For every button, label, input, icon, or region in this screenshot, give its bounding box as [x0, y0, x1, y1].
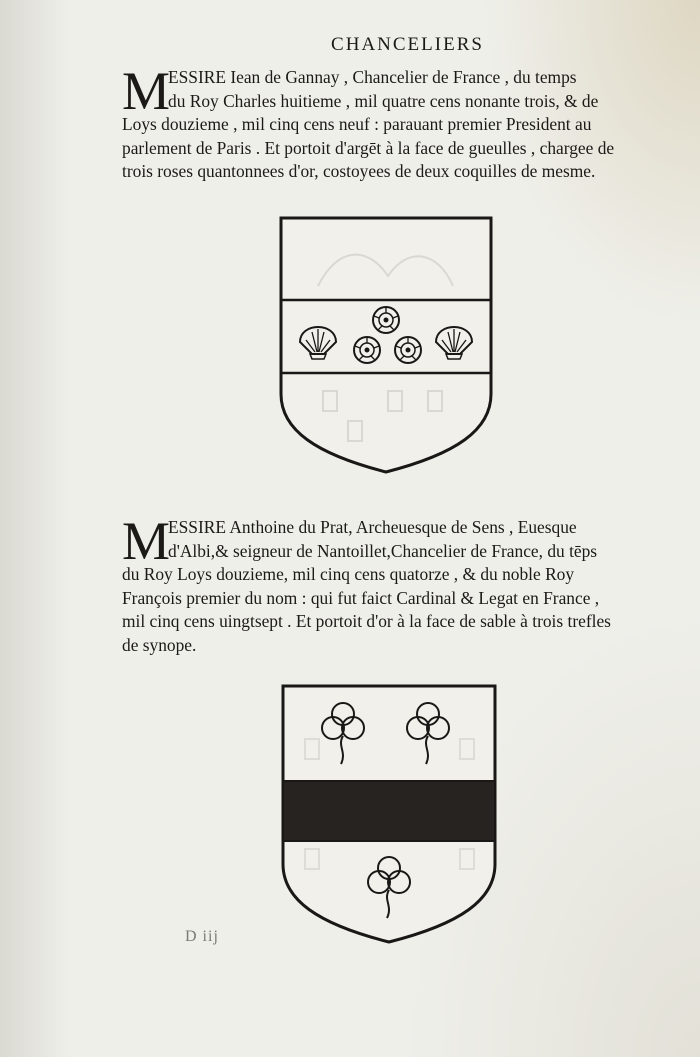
page-gutter-shadow [0, 0, 70, 1057]
entry-line: ESSIRE Iean de Gannay , Chancelier de France , du temps [168, 67, 577, 87]
entry-du-prat [122, 511, 655, 658]
entry-line: mil cinq cens uingtsept . Et portoit d'or à la face de sable à trois trefles [122, 611, 611, 632]
entry-line: ESSIRE Anthoine du Prat, Archeuesque de Sens , Euesque [168, 517, 577, 537]
entry-line: trois roses quantonnees d'or, costoyees de deux coquilles de mesme. [122, 161, 596, 182]
entry-line: d'Albi,& seigneur de Nantoillet,Chancelier de France, du tēps [168, 540, 598, 561]
entry-line: du Roy Charles huitieme , mil quatre cens nonante trois, & de [168, 90, 599, 111]
signature-mark: D iij [185, 928, 219, 945]
coat-of-arms-du-prat [280, 684, 498, 946]
running-head: CHANCELIERS [331, 34, 484, 55]
entry-line: Loys douzieme , mil cinq cens neuf : parauant premier President au [122, 114, 592, 135]
fess-sable [283, 781, 495, 841]
entry-line: de synope. [122, 634, 197, 655]
entry-line: François premier du nom : qui fut faict Cardinal & Legat en France , [122, 587, 600, 608]
entry-gannay [122, 61, 655, 184]
entry-line: du Roy Loys douzieme, mil cinq cens quatorze , & du noble Roy [122, 564, 575, 585]
coat-of-arms-gannay [278, 216, 494, 476]
drop-cap: M [122, 61, 171, 121]
entry-line: parlement de Paris . Et portoit d'argēt à la face de gueulles , chargee de [122, 137, 615, 158]
drop-cap: M [122, 511, 171, 571]
